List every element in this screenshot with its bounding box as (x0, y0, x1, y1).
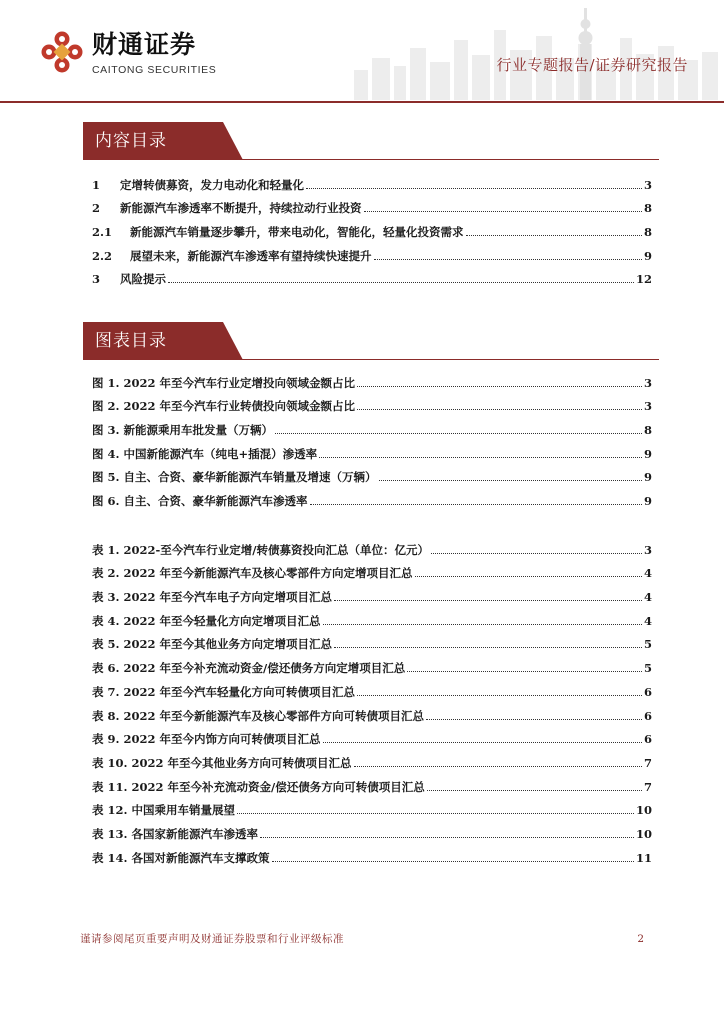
toc-page: 3 (643, 177, 652, 192)
toc-page: 8 (643, 201, 652, 216)
dot-leader (364, 211, 642, 212)
table-entry[interactable] (92, 533, 652, 557)
figure-number: 图 4. (92, 446, 120, 461)
dot-leader (306, 188, 642, 189)
table-number: 表 6. (92, 661, 120, 676)
figure-number: 图 3. (92, 423, 120, 438)
dot-leader (334, 600, 642, 601)
table-number: 表 8. (92, 708, 120, 723)
contents-title: 内容目录 (95, 131, 167, 151)
table-page: 6 (643, 732, 652, 747)
dot-leader (260, 837, 634, 838)
table-text: 2022 年至今内饰方向可转债项目汇总 (123, 732, 321, 747)
dot-leader (407, 671, 642, 672)
toc-number: 2.2 (92, 248, 113, 263)
toc-number: 2 (92, 201, 101, 216)
figure-page: 8 (643, 423, 652, 438)
toc-text: 新能源汽车销量逐步攀升，带来电动化，智能化，轻量化投资需求 (130, 225, 464, 240)
dot-leader (415, 576, 642, 577)
toc-text: 定增转债募资，发力电动化和轻量化 (120, 177, 304, 192)
figure-entry[interactable] (92, 413, 652, 437)
toc-entry[interactable] (92, 215, 652, 239)
table-page: 7 (643, 779, 652, 794)
table-text: 2022 年至今新能源汽车及核心零部件方向定增项目汇总 (123, 566, 413, 581)
table-text: 2022 年至今其他业务方向可转债项目汇总 (131, 755, 352, 770)
table-entry[interactable] (92, 675, 652, 699)
toc-number: 1 (92, 177, 101, 192)
report-type-label: 行业专题报告/证券研究报告 (496, 56, 688, 74)
figure-text: 2022 年至今汽车行业转债投向领域金额占比 (123, 399, 356, 414)
dot-leader (323, 624, 642, 625)
caitong-logo-icon (40, 30, 84, 74)
table-number: 表 13. (92, 826, 128, 841)
table-entry[interactable] (92, 794, 652, 818)
table-entry[interactable] (92, 580, 652, 604)
toc-entry[interactable] (92, 192, 652, 216)
table-number: 表 14. (92, 850, 128, 865)
table-text: 2022 年至今轻量化方向定增项目汇总 (123, 613, 321, 628)
section-rule (83, 159, 659, 160)
dot-leader (427, 790, 642, 791)
dot-leader (168, 282, 634, 283)
table-text: 2022 年至今补充流动资金/偿还债务方向定增项目汇总 (123, 661, 406, 676)
table-page: 7 (643, 755, 652, 770)
table-entry[interactable] (92, 723, 652, 747)
table-page: 11 (635, 850, 652, 865)
table-text: 2022 年至今补充流动资金/偿还债务方向可转债项目汇总 (131, 779, 425, 794)
toc-entry[interactable] (92, 168, 652, 192)
figures-section-header (83, 322, 659, 360)
dot-leader (357, 386, 642, 387)
contents-list (92, 168, 652, 286)
toc-entry[interactable] (92, 239, 652, 263)
table-number: 表 4. (92, 613, 120, 628)
dot-leader (334, 647, 642, 648)
table-number: 表 11. (92, 779, 128, 794)
toc-page: 8 (643, 225, 652, 240)
toc-text: 新能源汽车渗透率不断提升，持续拉动行业投资 (120, 201, 362, 216)
table-number: 表 2. (92, 566, 120, 581)
table-text: 2022-至今汽车行业定增/转债募资投向汇总（单位：亿元） (123, 542, 429, 557)
dot-leader (310, 504, 642, 505)
table-page: 5 (643, 637, 652, 652)
table-number: 表 12. (92, 803, 128, 818)
toc-number: 3 (92, 272, 101, 287)
table-text: 2022 年至今汽车轻量化方向可转债项目汇总 (123, 684, 356, 699)
toc-page: 9 (643, 248, 652, 263)
table-entry[interactable] (92, 628, 652, 652)
figures-title-tab (83, 322, 243, 360)
page-header (0, 0, 724, 104)
figures-list (92, 366, 652, 508)
figure-text: 中国新能源汽车（纯电+插混）渗透率 (123, 446, 318, 461)
dot-leader (466, 235, 642, 236)
table-number: 表 9. (92, 732, 120, 747)
figure-page: 9 (643, 470, 652, 485)
table-entry[interactable] (92, 557, 652, 581)
table-page: 3 (643, 542, 652, 557)
brand-name-cn: 财通证券 (92, 30, 197, 59)
dot-leader (374, 259, 642, 260)
figure-number: 图 6. (92, 494, 120, 509)
table-entry[interactable] (92, 817, 652, 841)
dot-leader (272, 861, 634, 862)
table-number: 表 10. (92, 755, 128, 770)
table-text: 2022 年至今其他业务方向定增项目汇总 (123, 637, 333, 652)
figures-title: 图表目录 (95, 331, 167, 351)
table-page: 4 (643, 590, 652, 605)
table-text: 2022 年至今新能源汽车及核心零部件方向可转债项目汇总 (123, 708, 425, 723)
toc-text: 风险提示 (120, 272, 166, 287)
figure-text: 自主、合资、豪华新能源汽车销量及增速（万辆） (123, 470, 377, 485)
figure-text: 2022 年至今汽车行业定增投向领域金额占比 (123, 375, 356, 390)
table-entry[interactable] (92, 604, 652, 628)
toc-text: 展望未来，新能源汽车渗透率有望持续快速提升 (130, 248, 372, 263)
table-page: 4 (643, 613, 652, 628)
toc-page: 12 (635, 272, 652, 287)
toc-entry[interactable] (92, 263, 652, 287)
table-text: 中国乘用车销量展望 (131, 803, 236, 818)
table-text: 2022 年至今汽车电子方向定增项目汇总 (123, 590, 333, 605)
figure-number: 图 1. (92, 375, 120, 390)
toc-number: 2.1 (92, 225, 113, 240)
figure-page: 3 (643, 375, 652, 390)
table-text: 各国对新能源汽车支撑政策 (131, 850, 270, 865)
figure-text: 自主、合资、豪华新能源汽车渗透率 (123, 494, 308, 509)
table-entry[interactable] (92, 699, 652, 723)
figure-number: 图 2. (92, 399, 120, 414)
contents-section-header (83, 122, 659, 160)
table-number: 表 5. (92, 637, 120, 652)
dot-leader (237, 813, 634, 814)
dot-leader (275, 433, 642, 434)
figure-entry[interactable] (92, 437, 652, 461)
footer-disclaimer: 谨请参阅尾页重要声明及财通证券股票和行业评级标准 (80, 933, 344, 945)
figure-entry[interactable] (92, 484, 652, 508)
contents-title-tab (83, 122, 243, 160)
table-entry[interactable] (92, 841, 652, 865)
dot-leader (323, 742, 642, 743)
table-number: 表 1. (92, 542, 120, 557)
table-entry[interactable] (92, 651, 652, 675)
table-entry[interactable] (92, 746, 652, 770)
figure-entry[interactable] (92, 461, 652, 485)
table-number: 表 7. (92, 684, 120, 699)
page-number: 2 (637, 933, 644, 945)
figure-page: 3 (643, 399, 652, 414)
table-page: 10 (635, 803, 652, 818)
dot-leader (357, 409, 642, 410)
figure-page: 9 (643, 494, 652, 509)
table-page: 4 (643, 566, 652, 581)
figure-page: 9 (643, 446, 652, 461)
table-page: 10 (635, 826, 652, 841)
table-entry[interactable] (92, 770, 652, 794)
section-rule (83, 359, 659, 360)
table-page: 6 (643, 708, 652, 723)
table-text: 各国家新能源汽车渗透率 (131, 826, 259, 841)
figure-text: 新能源乘用车批发量（万辆） (123, 423, 274, 438)
dot-leader (379, 480, 642, 481)
table-page: 6 (643, 684, 652, 699)
tables-list (92, 533, 652, 865)
table-page: 5 (643, 661, 652, 676)
brand-name-en: CAITONG SECURITIES (92, 64, 217, 76)
figure-entry[interactable] (92, 366, 652, 390)
city-skyline-graphic (344, 0, 724, 100)
dot-leader (431, 553, 642, 554)
dot-leader (426, 719, 642, 720)
figure-number: 图 5. (92, 470, 120, 485)
figure-entry[interactable] (92, 390, 652, 414)
header-divider (0, 101, 724, 103)
table-number: 表 3. (92, 590, 120, 605)
dot-leader (354, 766, 642, 767)
dot-leader (319, 457, 642, 458)
dot-leader (357, 695, 642, 696)
